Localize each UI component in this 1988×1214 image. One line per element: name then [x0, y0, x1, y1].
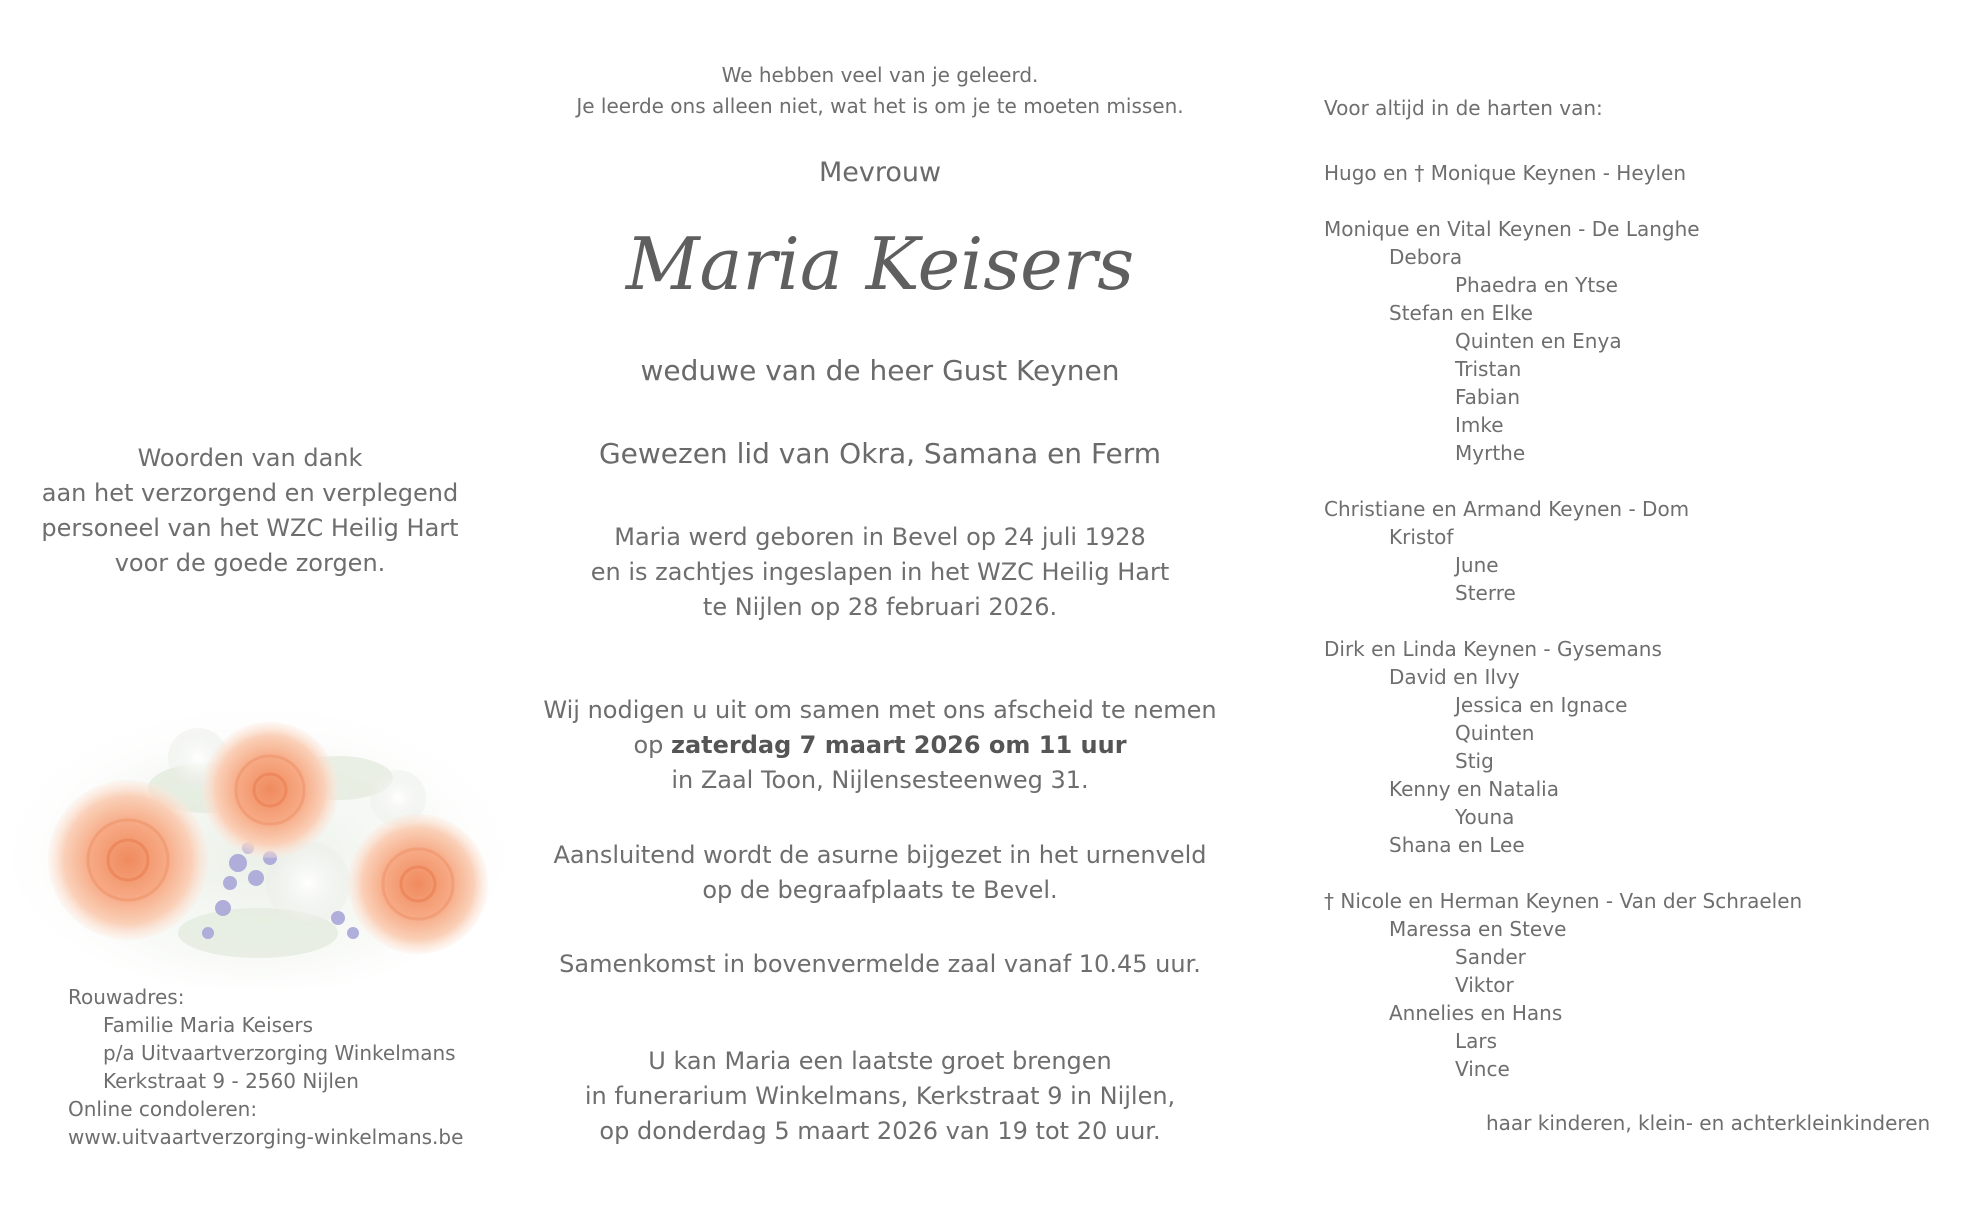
family-member: Sterre	[1455, 581, 1516, 605]
roses-bouquet-illustration	[8, 668, 508, 988]
quote-line: Je leerde ons alleen niet, wat het is om je te moeten missen.	[576, 94, 1184, 118]
text-line: aan het verzorgend en verplegend	[41, 479, 459, 507]
ceremony-date: zaterdag 7 maart 2026 om 11 uur	[671, 731, 1127, 759]
invitation	[540, 693, 1220, 798]
family-member: Imke	[1455, 413, 1504, 437]
family-member: Myrthe	[1455, 441, 1526, 465]
membership: Gewezen lid van Okra, Samana en Ferm	[598, 437, 1162, 470]
family-member: Jessica en Ignace	[1455, 693, 1628, 717]
family-member: † Nicole en Herman Keynen - Van der Schraelen	[1324, 889, 1803, 913]
family-member: Christiane en Armand Keynen - Dom	[1324, 497, 1690, 521]
family-member: Lars	[1455, 1029, 1498, 1053]
family-member: Annelies en Hans	[1389, 1001, 1563, 1025]
rose	[202, 722, 338, 858]
text-line: Maria werd geboren in Bevel op 24 juli 1928	[614, 523, 1146, 551]
rose	[48, 780, 208, 940]
family-list	[1324, 159, 1802, 1083]
text-line: personeel van het WZC Heilig Hart	[41, 514, 459, 542]
farewell-text	[540, 1044, 1220, 1149]
invitation-date-line	[540, 728, 1220, 763]
family-member: Debora	[1389, 245, 1463, 269]
text-prefix: op	[633, 731, 671, 759]
honorific: Mevrouw	[818, 157, 942, 188]
website-link[interactable]: www.uitvaartverzorging-winkelmans.be	[68, 1125, 464, 1149]
thanks-text	[30, 441, 470, 581]
rose	[348, 814, 488, 954]
text-line: op donderdag 5 maart 2026 van 19 tot 20 uur.	[599, 1117, 1161, 1145]
family-member: Monique en Vital Keynen - De Langhe	[1324, 217, 1700, 241]
family-intro: Voor altijd in de harten van:	[1324, 96, 1603, 120]
family-member: Quinten	[1455, 721, 1535, 745]
text-line: Aansluitend wordt de asurne bijgezet in het urnenveld	[553, 841, 1207, 869]
family-member: Kenny en Natalia	[1389, 777, 1559, 801]
family-member: Dirk en Linda Keynen - Gysemans	[1324, 637, 1662, 661]
family-member: Stefan en Elke	[1389, 301, 1533, 325]
text-line: Wij nodigen u uit om samen met ons afscheid te nemen	[543, 696, 1217, 724]
address-line: Kerkstraat 9 - 2560 Nijlen	[103, 1069, 359, 1093]
text-line: in funerarium Winkelmans, Kerkstraat 9 in Nijlen,	[584, 1082, 1176, 1110]
text-line: te Nijlen op 28 februari 2026.	[702, 593, 1058, 621]
venue-line: in Zaal Toon, Nijlensesteenweg 31.	[671, 766, 1089, 794]
family-member: Sander	[1455, 945, 1526, 969]
online-condolence-label: Online condoleren:	[68, 1097, 258, 1121]
family-member: Quinten en Enya	[1455, 329, 1622, 353]
mourning-address	[68, 983, 463, 1151]
family-member: Viktor	[1455, 973, 1514, 997]
gathering-text: Samenkomst in bovenvermelde zaal vanaf 10.45 uur.	[559, 950, 1201, 978]
widow-of: weduwe van de heer Gust Keynen	[640, 354, 1120, 387]
text-line: op de begraafplaats te Bevel.	[702, 876, 1058, 904]
family-member: David en Ilvy	[1389, 665, 1520, 689]
family-member: Shana en Lee	[1389, 833, 1525, 857]
urn-text	[540, 838, 1220, 908]
family-member: Tristan	[1455, 357, 1522, 381]
text-line: Woorden van dank	[137, 444, 363, 472]
flower-graphic	[8, 668, 508, 988]
family-member: Fabian	[1455, 385, 1521, 409]
quote-line: We hebben veel van je geleerd.	[721, 63, 1039, 87]
family-member: Hugo en † Monique Keynen - Heylen	[1324, 161, 1687, 185]
opening-quote	[540, 60, 1220, 122]
family-member: Stig	[1455, 749, 1494, 773]
family-closing: haar kinderen, klein- en achterkleinkinderen	[1486, 1111, 1931, 1135]
family-member: Vince	[1455, 1057, 1510, 1081]
family-member: Phaedra en Ytse	[1455, 273, 1618, 297]
address-line: p/a Uitvaartverzorging Winkelmans	[103, 1041, 456, 1065]
birth-death-text	[540, 520, 1220, 625]
family-member: Kristof	[1389, 525, 1454, 549]
deceased-name: Maria Keisers	[625, 222, 1135, 306]
text-line: en is zachtjes ingeslapen in het WZC Heilig Hart	[590, 558, 1170, 586]
address-label: Rouwadres:	[68, 985, 185, 1009]
center-column	[540, 0, 1220, 1214]
text-line: voor de goede zorgen.	[114, 549, 386, 577]
family-member: Maressa en Steve	[1389, 917, 1567, 941]
address-line: Familie Maria Keisers	[103, 1013, 313, 1037]
family-member: June	[1455, 553, 1499, 577]
text-line: U kan Maria een laatste groet brengen	[648, 1047, 1112, 1075]
family-member: Youna	[1455, 805, 1515, 829]
